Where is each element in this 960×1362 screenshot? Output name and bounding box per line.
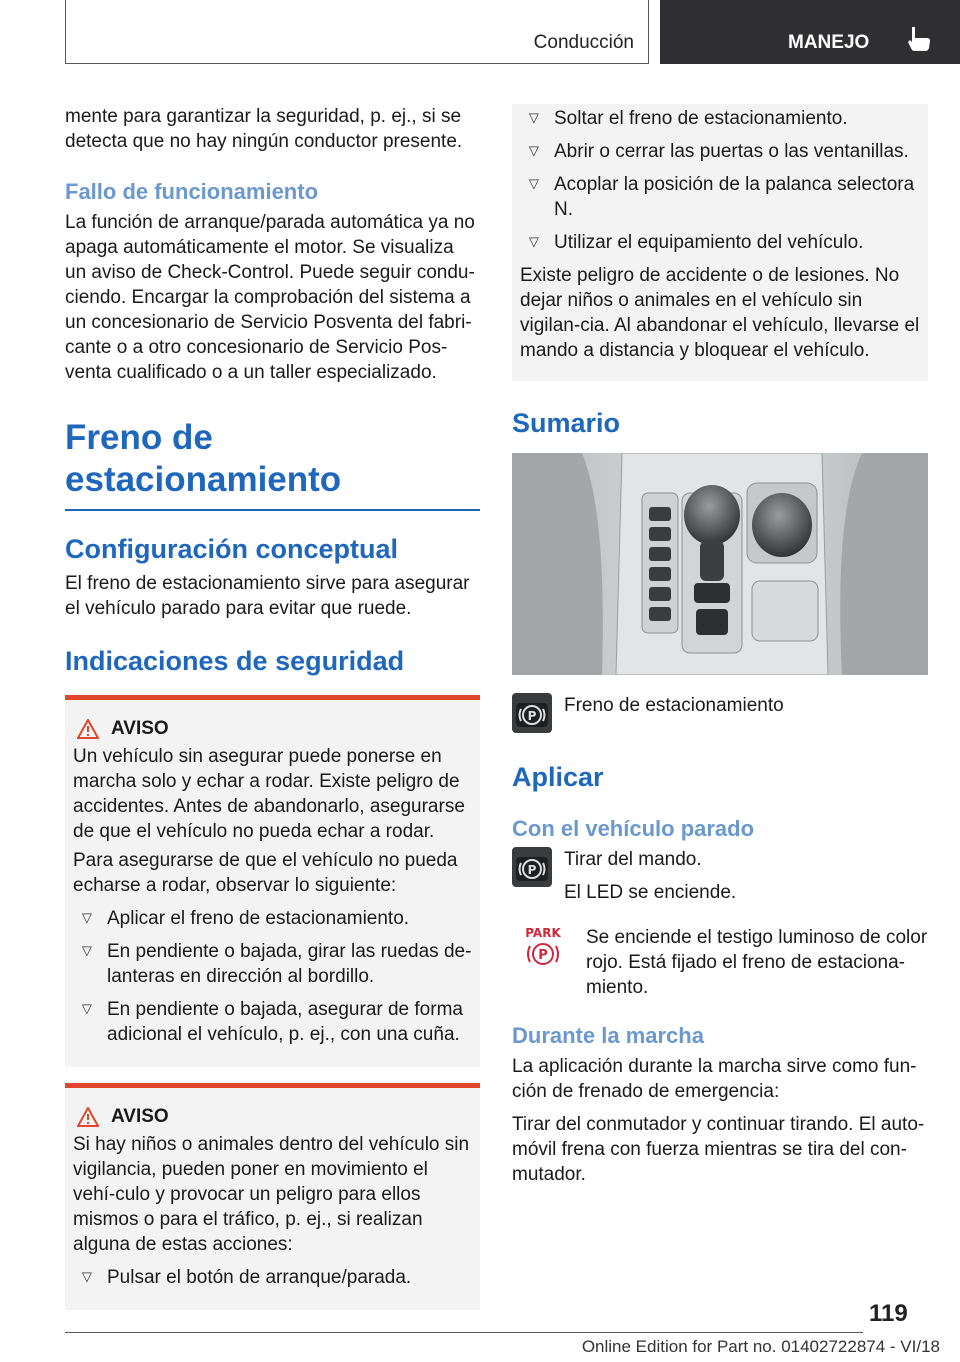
list-item: ▷ Pulsar el botón de arranque/parada. [73, 1265, 472, 1290]
warning-list [73, 906, 472, 1047]
parking-brake-button-icon [512, 847, 552, 887]
list-item: ▷ Soltar el freno de estacionamiento. [520, 106, 920, 131]
fault-heading: Fallo de funcionamiento [65, 179, 319, 204]
svg-text:P: P [527, 863, 537, 877]
park-warning-light-icon [520, 925, 566, 969]
warning-title: AVISO [111, 1106, 169, 1127]
warning-box-1 [65, 695, 480, 1067]
park-label: PARK [525, 926, 561, 940]
warning-continuation-box [512, 104, 928, 381]
intro-paragraph: mente para garantizar la seguridad, p. ej., si se detecta que no hay ningún conductor presente. [65, 106, 463, 152]
warning-triangle-icon [77, 1107, 99, 1127]
stopped-step: Tirar del mando. [564, 849, 702, 870]
warning-text: Si hay niños o animales dentro del vehículo sin vigilancia, pueden poner en movimiento el vehí‐culo y provocar un peligro para ellos mismos o para el tráfico, p. ej., si realizan alguna de estas acciones: [73, 1134, 470, 1255]
fault-paragraph: La función de arranque/parada automática ya no apaga automáticamente el motor. Se visualiza un aviso de Check-Control. Puede seguir condu‐ciendo. Encargar la comprobación del sistema a un concesionario de Servicio Posventa del fabri‐cante o a otro concesionario de Servicio Pos‐venta cualificado o a un taller especializado. [65, 212, 475, 383]
warning-title-row [77, 1106, 472, 1128]
concept-heading: Configuración conceptual [65, 534, 399, 564]
stopped-instruction-row [512, 847, 928, 905]
right-column [512, 104, 928, 1187]
chapter-title: MANEJO [788, 32, 870, 53]
parking-brake-button-icon [512, 693, 552, 733]
safety-heading: Indicaciones de seguridad [65, 646, 405, 676]
list-item: ▷ Abrir o cerrar las puertas o las ventanillas. [520, 139, 920, 164]
footer-edition: Online Edition for Part no. 01402722874 - VI/18 [581, 1337, 940, 1356]
main-heading-block [65, 417, 480, 511]
list-item: ▷ Acoplar la posición de la palanca selectora N. [520, 172, 920, 222]
driving-heading: Durante la marcha [512, 1023, 704, 1048]
left-column [65, 104, 480, 1310]
pointing-hand-icon [907, 26, 931, 52]
warning-text: Para asegurarse de que el vehículo no pueda echarse a rodar, observar lo siguiente: [73, 850, 458, 896]
warning-list [73, 1265, 472, 1290]
warning-list-continued [520, 106, 920, 255]
stopped-heading: Con el vehículo parado [512, 816, 755, 841]
stopped-text [564, 847, 736, 905]
list-item: ▷ Aplicar el freno de estacionamiento. [73, 906, 472, 931]
main-heading: Freno de estacionamiento [65, 418, 342, 499]
center-console-illustration [512, 453, 928, 675]
park-description: Se enciende el testigo luminoso de color rojo. Está fijado el freno de estaciona‐miento. [586, 927, 928, 998]
list-item: ▷ En pendiente o bajada, asegurar de forma adicional el vehículo, p. ej., con una cuña. [73, 997, 472, 1047]
warning-title-row [77, 718, 472, 740]
driving-paragraph: La aplicación durante la marcha sirve como fun‐ción de frenado de emergencia: [512, 1056, 917, 1102]
footer-rule [65, 1332, 863, 1333]
warning-box-2 [65, 1083, 480, 1310]
list-item: ▷ Utilizar el equipamiento del vehículo. [520, 230, 920, 255]
warning-triangle-icon [77, 719, 99, 739]
concept-paragraph: El freno de estacionamiento sirve para asegurar el vehículo parado para evitar que ruede. [65, 573, 470, 619]
icon-caption: Freno de estacionamiento [564, 695, 784, 716]
running-header-section: Conducción [65, 0, 649, 64]
danger-paragraph: Existe peligro de accidente o de lesiones. No dejar niños o animales en el vehículo sin vigilan‐cia. Al abandonar el vehículo, llevarse el mando a distancia y bloquear el vehículo. [520, 265, 920, 361]
stopped-step: El LED se enciende. [564, 882, 737, 903]
warning-title: AVISO [111, 718, 169, 739]
page-number: 119 [869, 1300, 908, 1327]
apply-heading: Aplicar [512, 762, 604, 792]
running-header-chapter [660, 0, 960, 64]
park-indicator-row [512, 925, 928, 1000]
svg-text:P: P [527, 709, 537, 723]
summary-heading: Sumario [512, 408, 621, 438]
svg-text:P: P [538, 948, 548, 963]
driving-paragraph: Tirar del conmutador y continuar tirando. El auto‐móvil frena con fuerza mientras se tira del con‐mutador. [512, 1114, 925, 1185]
warning-text: Un vehículo sin asegurar puede ponerse en marcha solo y echar a rodar. Existe peligro de accidentes. Antes de abandonarlo, asegurarse de que el vehículo no pueda echar a rodar. [73, 746, 465, 842]
parking-brake-icon-row [512, 693, 928, 733]
list-item: ▷ En pendiente o bajada, girar las ruedas de‐lanteras en dirección al bordillo. [73, 939, 472, 989]
